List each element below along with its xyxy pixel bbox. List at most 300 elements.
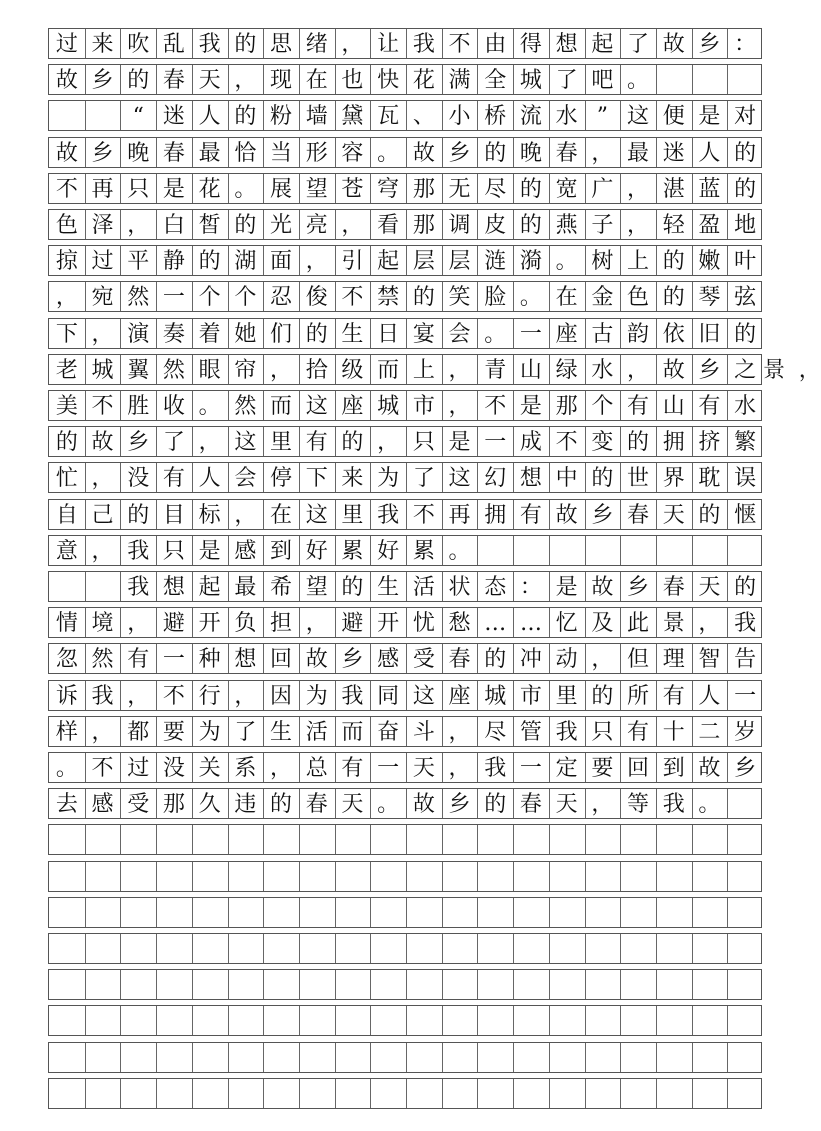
written-char: 绿 [555, 357, 578, 383]
written-char: 。 [448, 538, 471, 564]
written-char: 感 [234, 538, 257, 564]
written-char: ， [627, 213, 650, 238]
written-char: 尽 [484, 719, 507, 745]
written-char: 奏 [162, 321, 185, 347]
grid-cell-divider [120, 1006, 121, 1035]
grid-cell-divider [477, 862, 478, 891]
written-char: 不 [484, 394, 507, 419]
grid-cell-divider [228, 898, 229, 927]
written-char: 一 [519, 756, 542, 781]
grid-cell-divider [513, 862, 514, 891]
written-char: 到 [662, 756, 685, 781]
written-char: 面 [270, 249, 293, 275]
grid-cell-divider [406, 825, 407, 854]
grid-cell-divider [727, 1006, 728, 1035]
written-char: 我 [198, 32, 221, 57]
written-char: 翼 [127, 357, 150, 383]
grid-row [48, 752, 762, 783]
written-char: 乡 [591, 502, 614, 528]
written-char: 起 [377, 249, 400, 275]
written-char: 的 [127, 502, 150, 528]
written-char: 景 [763, 357, 786, 383]
grid-row [48, 716, 762, 747]
written-char: 掠 [55, 249, 78, 275]
grid-cell-divider [192, 1079, 193, 1108]
written-char: 世 [627, 466, 650, 492]
grid-cell-divider [656, 65, 657, 94]
written-char: 青 [484, 357, 507, 383]
grid-cell-divider [335, 1079, 336, 1108]
written-char: 这 [305, 394, 328, 419]
written-char: 着 [198, 321, 221, 347]
written-char: 当 [270, 140, 293, 166]
grid-cell-divider [727, 970, 728, 999]
written-char: 误 [734, 466, 757, 492]
written-char: 的 [662, 285, 685, 311]
grid-row [48, 318, 762, 349]
written-char: 得 [519, 32, 542, 57]
written-char: 会 [234, 466, 257, 492]
grid-row [48, 426, 762, 457]
written-char: 。 [234, 176, 257, 202]
written-char: 、 [412, 104, 435, 130]
written-char: 不 [91, 756, 114, 781]
written-char: 故 [55, 140, 78, 166]
grid-cell-divider [156, 862, 157, 891]
grid-row [48, 209, 762, 240]
grid-cell-divider [656, 536, 657, 565]
grid-cell-divider [335, 825, 336, 854]
grid-cell-divider [585, 898, 586, 927]
written-char: 的 [591, 466, 614, 492]
written-char: 墙 [305, 104, 328, 130]
written-char: 漪 [519, 249, 542, 275]
grid-cell-divider [156, 1079, 157, 1108]
written-char: 界 [662, 466, 685, 492]
written-char: 定 [555, 756, 578, 781]
grid-cell-divider [192, 898, 193, 927]
written-char: 没 [127, 466, 150, 492]
grid-cell-divider [727, 1079, 728, 1108]
written-char: 色 [627, 285, 650, 311]
written-char: 们 [270, 321, 293, 347]
written-char: ， [127, 611, 150, 637]
written-char: 泽 [91, 213, 114, 238]
grid-row [48, 643, 762, 674]
written-char: 但 [627, 647, 650, 673]
written-char: 春 [555, 140, 578, 166]
grid-cell-divider [335, 862, 336, 891]
written-char: 同 [377, 683, 400, 709]
written-char: 美 [55, 394, 78, 419]
grid-cell-divider [192, 825, 193, 854]
grid-cell-divider [692, 1079, 693, 1108]
written-char: 白 [162, 213, 185, 238]
written-char: 再 [91, 176, 114, 202]
grid-cell-divider [513, 1043, 514, 1072]
grid-cell-divider [192, 1006, 193, 1035]
written-char: ， [448, 357, 471, 383]
written-char: 只 [162, 538, 185, 564]
written-char: 是 [162, 176, 185, 202]
written-char: 我 [412, 32, 435, 57]
written-char: 我 [127, 575, 150, 600]
grid-cell-divider [692, 65, 693, 94]
written-char: 展 [270, 176, 293, 202]
grid-cell-divider [192, 970, 193, 999]
written-char: 了 [555, 68, 578, 94]
written-char: 去 [55, 792, 78, 818]
grid-cell-divider [263, 1043, 264, 1072]
grid-cell-divider [549, 862, 550, 891]
written-char: 盈 [698, 213, 721, 238]
written-char: 乡 [127, 430, 150, 456]
grid-cell-divider [156, 1006, 157, 1035]
written-char: 城 [484, 683, 507, 709]
grid-cell-divider [120, 1043, 121, 1072]
written-char: 累 [341, 538, 364, 564]
grid-cell-divider [85, 898, 86, 927]
written-char: 有 [627, 394, 650, 419]
written-char: 思 [270, 32, 293, 57]
grid-cell-divider [585, 970, 586, 999]
grid-cell-divider [228, 1079, 229, 1108]
grid-cell-divider [442, 934, 443, 963]
written-char: 拥 [662, 430, 685, 456]
written-char: ， [91, 466, 114, 492]
grid-cell-divider [85, 1043, 86, 1072]
grid-cell-divider [585, 536, 586, 565]
written-char: 一 [162, 285, 185, 311]
grid-row [48, 861, 762, 892]
grid-cell-divider [120, 825, 121, 854]
written-char: 看 [377, 213, 400, 238]
written-char: 皙 [198, 213, 221, 238]
written-char: 境 [91, 611, 114, 637]
grid-cell-divider [156, 825, 157, 854]
written-char: 燕 [555, 213, 578, 238]
written-char: 望 [305, 176, 328, 202]
written-char: 的 [484, 140, 507, 166]
written-char: 乡 [698, 357, 721, 383]
written-char: 忍 [270, 285, 293, 311]
written-char: 全 [484, 68, 507, 94]
grid-row [48, 499, 762, 530]
written-char: 形 [305, 140, 328, 166]
written-char: 会 [448, 321, 471, 347]
grid-cell-divider [620, 862, 621, 891]
written-char: 我 [662, 792, 685, 818]
written-char: 诉 [55, 683, 78, 709]
written-char: 忽 [55, 647, 78, 673]
grid-cell-divider [477, 1079, 478, 1108]
written-char: 回 [627, 756, 650, 781]
written-char: 不 [555, 430, 578, 456]
written-char: 老 [55, 357, 78, 383]
written-char: 而 [341, 719, 364, 745]
written-char: 水 [555, 104, 578, 130]
written-char: 。 [519, 285, 542, 311]
written-char: 一 [484, 430, 507, 456]
written-char: 到 [270, 538, 293, 564]
grid-cell-divider [263, 1079, 264, 1108]
written-char: 嫩 [698, 249, 721, 275]
written-char: 都 [127, 719, 150, 745]
written-char: 湛 [662, 176, 685, 202]
written-char: 希 [270, 575, 293, 600]
grid-cell-divider [656, 1006, 657, 1035]
written-char: 迷 [162, 104, 185, 130]
written-char: 让 [377, 32, 400, 57]
written-char: 收 [162, 394, 185, 419]
written-char: 想 [162, 575, 185, 600]
grid-cell-divider [513, 934, 514, 963]
written-char: 来 [341, 466, 364, 492]
written-char: 春 [162, 140, 185, 166]
written-char: 那 [412, 213, 435, 238]
written-char: 担 [270, 611, 293, 637]
written-char: 是 [698, 104, 721, 130]
written-char: 过 [127, 756, 150, 781]
written-char: 座 [341, 394, 364, 419]
written-char: 春 [627, 502, 650, 528]
written-char: 愁 [448, 611, 471, 637]
written-char: 来 [91, 32, 114, 57]
written-char: 告 [734, 647, 757, 673]
grid-cell-divider [442, 898, 443, 927]
written-char: 上 [412, 357, 435, 383]
written-char: 自 [55, 502, 78, 528]
written-char: 快 [377, 68, 400, 94]
written-char: 春 [519, 792, 542, 818]
written-char: 市 [412, 394, 435, 419]
written-char: 受 [412, 647, 435, 673]
written-char: 光 [270, 213, 293, 238]
written-char: 春 [662, 575, 685, 600]
written-char: 树 [591, 249, 614, 275]
written-char: 乱 [162, 32, 185, 57]
grid-cell-divider [477, 536, 478, 565]
written-char: 广 [591, 176, 614, 202]
written-char: 避 [341, 611, 364, 637]
grid-cell-divider [442, 825, 443, 854]
grid-cell-divider [370, 1043, 371, 1072]
written-char: 负 [234, 611, 257, 637]
written-char: ， [341, 32, 364, 57]
grid-cell-divider [228, 970, 229, 999]
written-char: 天 [341, 792, 364, 818]
written-char: 故 [662, 357, 685, 383]
written-char: 她 [234, 321, 257, 347]
grid-row [48, 173, 762, 204]
grid-row [48, 969, 762, 1000]
grid-cell-divider [406, 898, 407, 927]
grid-cell-divider [477, 898, 478, 927]
grid-cell-divider [585, 1043, 586, 1072]
written-char: 山 [662, 394, 685, 419]
written-char: 这 [448, 466, 471, 492]
written-char: 好 [377, 538, 400, 564]
grid-row [48, 390, 762, 421]
written-char: 山 [519, 357, 542, 383]
written-char: 因 [270, 683, 293, 709]
written-char: 忆 [555, 611, 578, 637]
written-char: 宽 [555, 176, 578, 202]
grid-cell-divider [299, 1006, 300, 1035]
written-char: 层 [448, 249, 471, 275]
grid-cell-divider [477, 1006, 478, 1035]
grid-cell-divider [442, 1006, 443, 1035]
written-char: ， [234, 502, 257, 528]
written-char: 的 [734, 140, 757, 166]
written-char: ， [305, 249, 328, 275]
grid-cell-divider [406, 1006, 407, 1035]
grid-cell-divider [692, 825, 693, 854]
written-char: 一 [734, 683, 757, 709]
written-char: 为 [377, 466, 400, 492]
written-char: 晚 [127, 140, 150, 166]
written-char: 里 [341, 502, 364, 528]
written-char: 湖 [234, 249, 257, 275]
written-char: 的 [484, 647, 507, 673]
grid-cell-divider [585, 1079, 586, 1108]
written-char: 的 [55, 430, 78, 456]
grid-cell-divider [299, 970, 300, 999]
written-char: 乡 [448, 792, 471, 818]
written-char: 演 [127, 321, 150, 347]
written-char: 是 [519, 394, 542, 419]
written-char: 吹 [127, 32, 150, 57]
written-char: 。 [484, 321, 507, 347]
grid-cell-divider [620, 536, 621, 565]
written-char: 开 [377, 611, 400, 637]
written-char: ， [591, 792, 614, 818]
grid-cell-divider [370, 898, 371, 927]
written-char: 生 [341, 321, 364, 347]
written-char: 帘 [234, 357, 257, 383]
written-char: 的 [734, 176, 757, 202]
written-char: ， [377, 430, 400, 456]
written-char: ， [234, 68, 257, 94]
written-char: 受 [127, 792, 150, 818]
grid-cell-divider [620, 934, 621, 963]
written-char: 累 [412, 538, 435, 564]
written-char: 不 [91, 394, 114, 419]
written-char: 停 [270, 466, 293, 492]
written-char: 。 [377, 792, 400, 818]
grid-cell-divider [477, 825, 478, 854]
grid-cell-divider [120, 970, 121, 999]
written-char: 不 [412, 502, 435, 528]
grid-cell-divider [727, 825, 728, 854]
written-char: 活 [412, 575, 435, 600]
written-char: 成 [519, 430, 542, 456]
written-char: 涟 [484, 249, 507, 275]
written-char: 中 [555, 466, 578, 492]
written-char: 的 [127, 68, 150, 94]
written-char: 天 [698, 575, 721, 600]
written-char: 是 [555, 575, 578, 600]
grid-cell-divider [335, 898, 336, 927]
grid-cell-divider [299, 862, 300, 891]
written-char: 最 [234, 575, 257, 600]
written-char: 在 [555, 285, 578, 311]
written-char: 城 [519, 68, 542, 94]
written-char: 感 [91, 792, 114, 818]
written-char: 天 [198, 68, 221, 94]
written-char: 智 [698, 647, 721, 673]
grid-cell-divider [120, 862, 121, 891]
written-char: 吧 [591, 68, 614, 94]
written-char: 是 [448, 430, 471, 456]
written-char: 不 [55, 176, 78, 202]
written-char: 城 [377, 394, 400, 419]
written-char: 有 [698, 394, 721, 419]
written-char: 拾 [305, 357, 328, 383]
written-char: 这 [627, 104, 650, 130]
written-char: 色 [55, 213, 78, 238]
written-char: ， [270, 756, 293, 781]
grid-cell-divider [442, 862, 443, 891]
written-char: 笑 [448, 285, 471, 311]
grid-cell-divider [549, 1043, 550, 1072]
written-char: 天 [555, 792, 578, 818]
written-char: 便 [662, 104, 685, 130]
grid-cell-divider [656, 862, 657, 891]
written-char: 市 [519, 683, 542, 709]
grid-row [48, 607, 762, 638]
written-char: 理 [662, 647, 685, 673]
grid-cell-divider [727, 536, 728, 565]
written-char: 的 [234, 213, 257, 238]
grid-row [48, 281, 762, 312]
written-char: ， [270, 357, 293, 383]
written-char: 绪 [305, 32, 328, 57]
written-char: 故 [662, 32, 685, 57]
written-char: 样 [55, 719, 78, 745]
written-char: 起 [591, 32, 614, 57]
written-char: 的 [412, 285, 435, 311]
written-char: 旧 [698, 321, 721, 347]
grid-cell-divider [442, 970, 443, 999]
written-char: 的 [734, 575, 757, 600]
written-char: 然 [127, 285, 150, 311]
written-char: 乡 [627, 575, 650, 600]
written-char: 我 [484, 756, 507, 781]
grid-cell-divider [156, 970, 157, 999]
grid-cell-divider [370, 825, 371, 854]
written-char: ， [91, 321, 114, 347]
written-char: 宴 [412, 321, 435, 347]
written-char: 层 [412, 249, 435, 275]
written-char: 乡 [698, 32, 721, 57]
written-char: 岁 [734, 719, 757, 745]
grid-cell-divider [263, 970, 264, 999]
written-char: 变 [591, 430, 614, 456]
grid-cell-divider [406, 1043, 407, 1072]
grid-cell-divider [620, 825, 621, 854]
grid-cell-divider [370, 970, 371, 999]
written-char: 系 [234, 756, 257, 781]
grid-cell-divider [727, 1043, 728, 1072]
grid-cell-divider [370, 1006, 371, 1035]
written-char: 要 [162, 719, 185, 745]
written-char: 不 [341, 285, 364, 311]
written-char: 花 [412, 68, 435, 94]
written-char: 己 [91, 502, 114, 528]
written-char: 而 [270, 394, 293, 419]
written-char: 人 [198, 104, 221, 130]
